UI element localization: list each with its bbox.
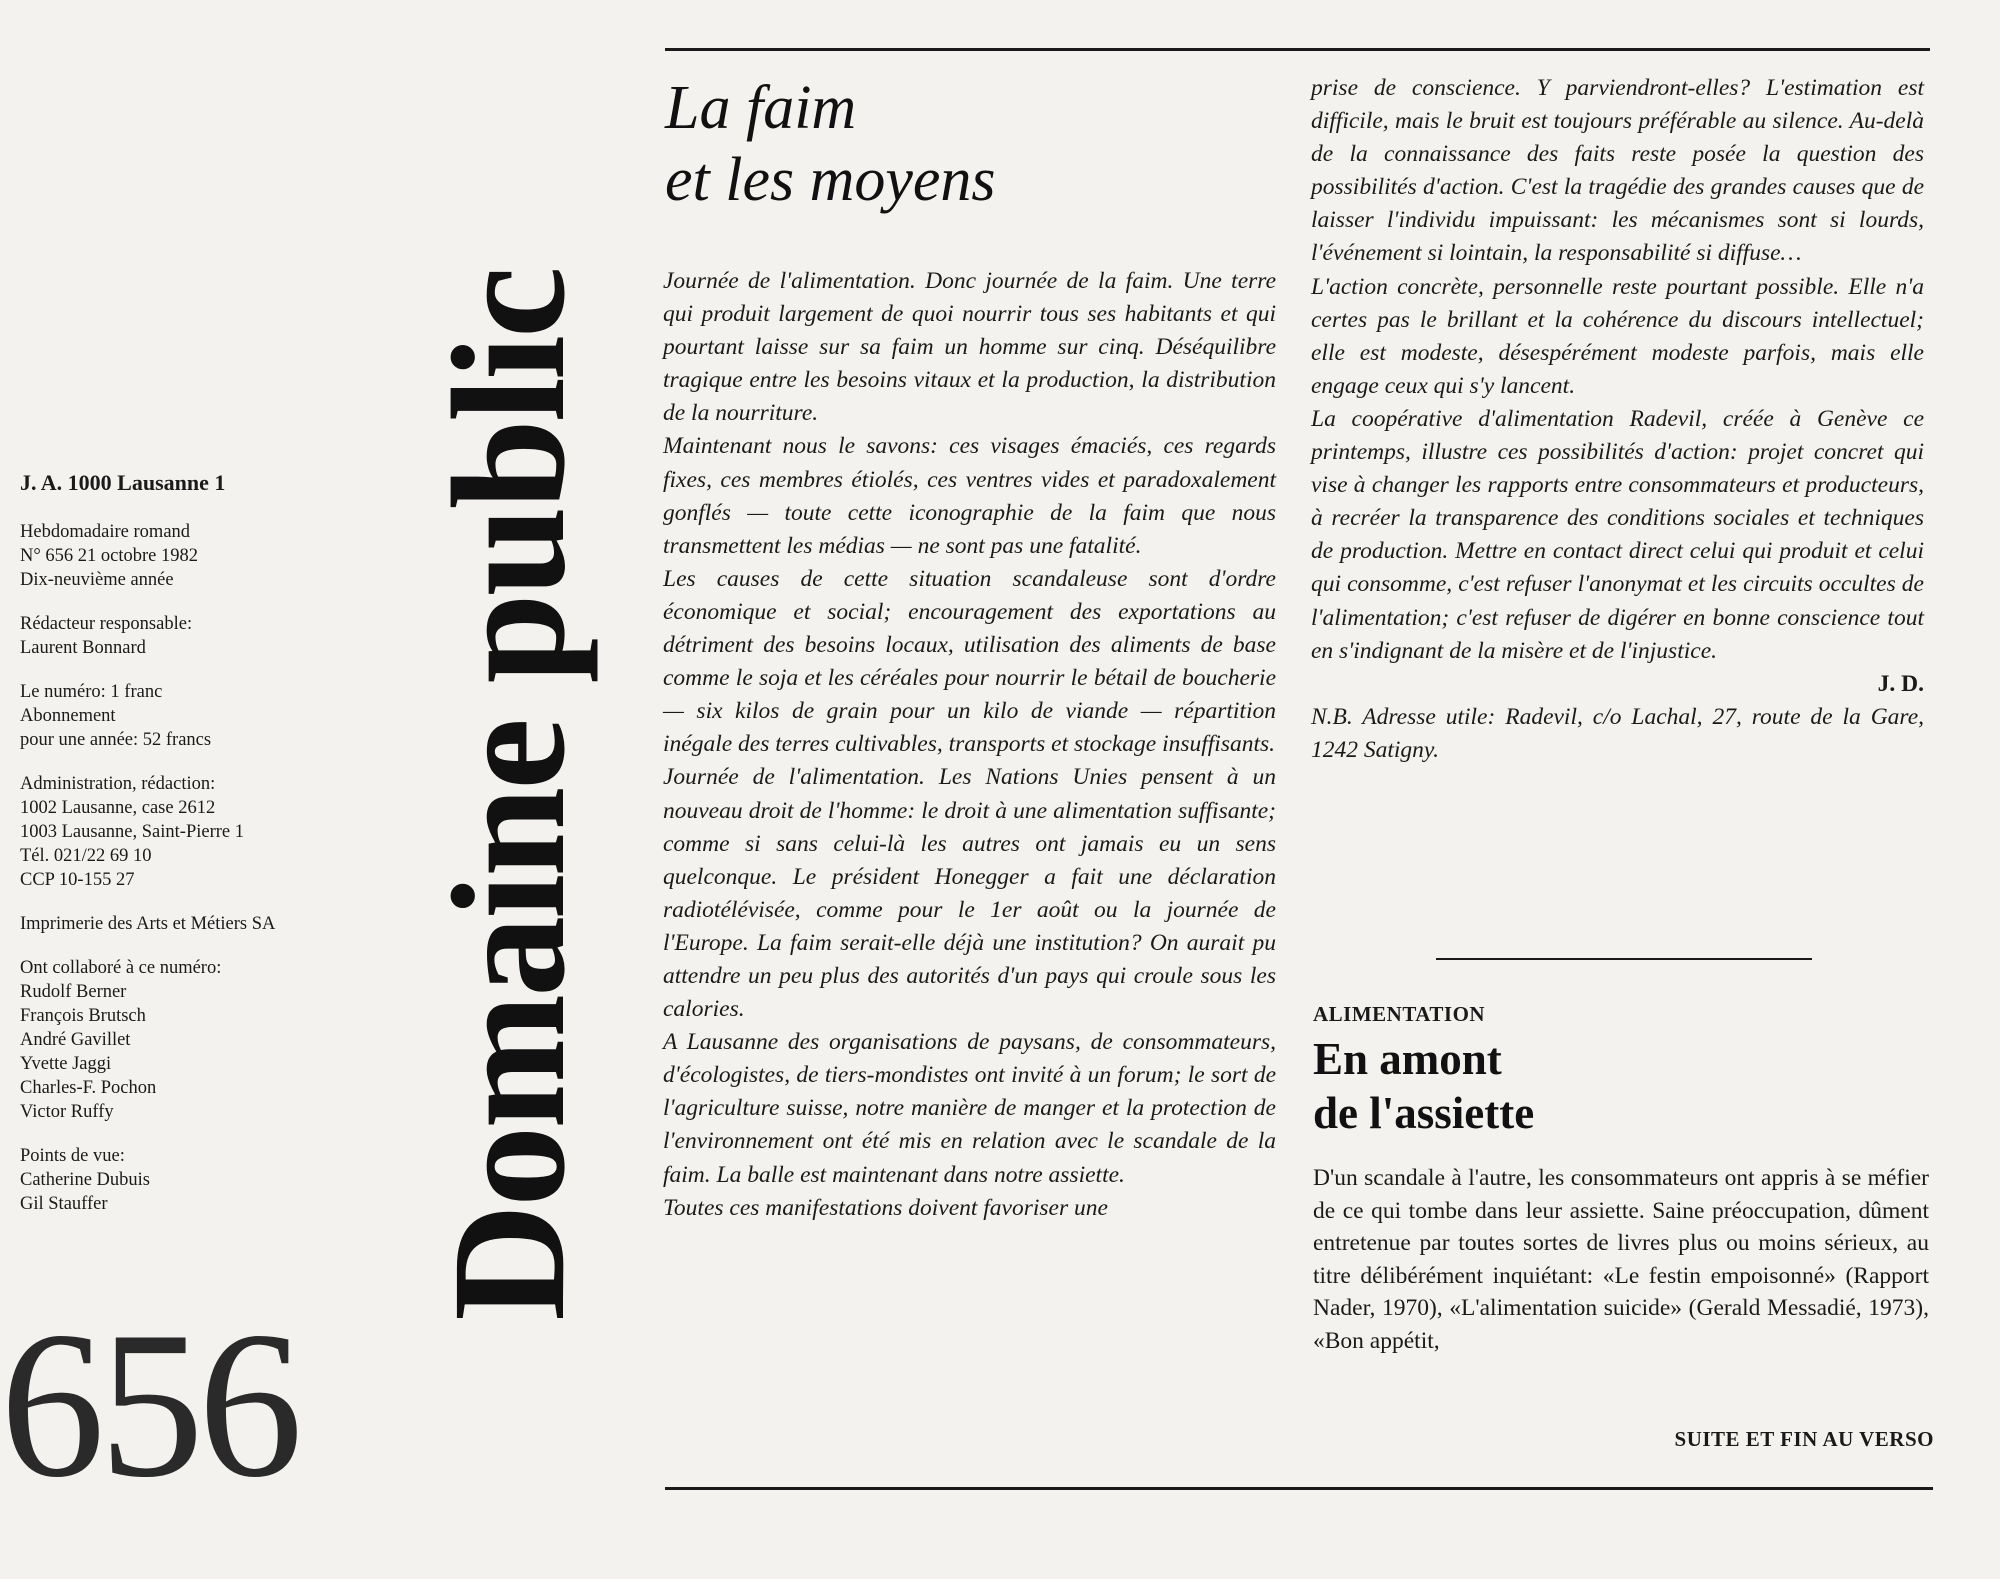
info-line: Charles-F. Pochon <box>20 1078 157 1098</box>
info-line: André Gavillet <box>20 1030 131 1050</box>
second-article-body <box>1313 1162 1929 1357</box>
info-line: Laurent Bonnard <box>20 638 146 658</box>
info-line: Rudolf Berner <box>20 982 127 1002</box>
info-line: Hebdomadaire romand <box>20 522 191 542</box>
headline-line: de l'assiette <box>1313 1088 1535 1138</box>
info-line: 1002 Lausanne, case 2612 <box>20 798 216 818</box>
continued-notice: SUITE ET FIN AU VERSO <box>1674 1427 1934 1451</box>
article-paragraph: D'un scandale à l'autre, les consommateurs ont appris à se méfier de ce qui tombe dans leur assiette. Saine préoccupation, dûment entretenue par toutes sortes de livres plus ou moins sérieux, au titre délibérément inquiétant: «Le festin empoisonné» (Rapport Nader, 1970), «L'alimentation suicide» (Gerald Messadié, 1973), «Bon appétit, <box>1313 1165 1929 1354</box>
info-line: Points de vue: <box>20 1146 125 1166</box>
article-paragraph: La coopérative d'alimentation Radevil, créée à Genève ce printemps, illustre ces possibilités d'action: projet concret qui vise à changer les rapports entre consommateurs et producteurs, à recréer la transparence des conditions sociales et techniques de production. Mettre en contact direct celui qui produit et celui qui consomme, c'est refuser l'anonymat et les circuits occultes de l'alimentation; c'est refuser de digérer en bonne conscience tout en s'indignant de la misère et de l'injustice. <box>1311 405 1924 664</box>
info-line: Yvette Jaggi <box>20 1054 112 1074</box>
postal-line: J. A. 1000 Lausanne 1 <box>20 470 226 495</box>
article-paragraph: Toutes ces manifestations doivent favoriser une <box>663 1194 1108 1221</box>
top-rule <box>665 48 1930 51</box>
info-block-price <box>20 680 350 752</box>
article-note: N.B. Adresse utile: Radevil, c/o Lachal, 27, route de la Gare, 1242 Satigny. <box>1311 703 1924 763</box>
info-line: CCP 10-155 27 <box>20 870 135 890</box>
article-paragraph: Journée de l'alimentation. Les Nations Unies pensent à un nouveau droit de l'homme: le droit à une alimentation suffisante; comme si sans celui-là les autres ont jamais eu un sens quelconque. Le président Honegger a fait une déclaration radiotélévisée, comme pour le 1er août ou la journée de l'Europe. La faim serait-elle déjà une institution? On aurait pu attendre un peu plus des autorités d'un pays qui croule sous les calories. <box>663 764 1276 1023</box>
second-article-headline <box>1313 1032 1913 1140</box>
article-paragraph: Journée de l'alimentation. Donc journée de la faim. Une terre qui produit largement de quoi nourrir tous ses habitants et qui pourtant laisse sur sa faim un homme sur cinq. Déséquilibre tragique entre les besoins vitaux et la production, la distribution de la nourriture. <box>663 268 1276 427</box>
info-block-editor <box>20 612 350 660</box>
info-line: Le numéro: 1 franc <box>20 682 163 702</box>
article-paragraph: Les causes de cette situation scandaleuse sont d'ordre économique et social; encouragement des exportations au détriment des besoins locaux, utilisation des aliments de base comme le soja et les céréales pour nourrir le bétail de boucherie — six kilos de grain pour un kilo de viande — répartition inégale des terres cultivables, transports et stockage insuffisants. <box>663 565 1276 758</box>
article-paragraph: Maintenant nous le savons: ces visages émaciés, ces regards fixes, ces membres étiolés, ces ventres vides et paradoxalement gonflés — toute cette iconographie de la faim que nous transmettent les médias — ne sont pas une fatalité. <box>663 433 1276 559</box>
masthead-title-wrap <box>415 90 605 1500</box>
info-block-publication <box>20 520 350 592</box>
info-line: Abonnement <box>20 706 116 726</box>
article-column-2 <box>1311 72 1924 767</box>
masthead-title: Domaine public <box>420 269 599 1321</box>
article-signature: J. D. <box>1877 670 1924 697</box>
info-line: Ont collaboré à ce numéro: <box>20 958 222 978</box>
info-line: pour une année: 52 francs <box>20 730 212 750</box>
info-line: Administration, rédaction: <box>20 774 216 794</box>
info-line: Victor Ruffy <box>20 1102 114 1122</box>
info-line: Dix-neuvième année <box>20 570 174 590</box>
info-block-contributors <box>20 956 350 1124</box>
article-column-1 <box>663 265 1276 1225</box>
info-line: François Brutsch <box>20 1006 146 1026</box>
info-block-printer <box>20 912 350 936</box>
info-line: Gil Stauffer <box>20 1194 108 1214</box>
info-line: Imprimerie des Arts et Métiers SA <box>20 914 276 934</box>
bottom-rule <box>665 1487 1933 1490</box>
headline-line: En amont <box>1313 1034 1502 1084</box>
info-line: Tél. 021/22 69 10 <box>20 846 152 866</box>
headline-line: et les moyens <box>665 146 996 214</box>
article-paragraph: prise de conscience. Y parviendront-elles? L'estimation est difficile, mais le bruit est toujours préférable au silence. Au-delà de la connaissance des faits reste posée la question des possibilités d'action. C'est la tragédie des grandes causes que de laisser l'individu impuissant: les mécanismes sont si lourds, l'événement si lointain, la responsabilité si diffuse… <box>1311 75 1924 267</box>
article-paragraph: A Lausanne des organisations de paysans, de consommateurs, d'écologistes, de tiers-mondistes ont invité à un forum; le sort de l'agriculture suisse, notre manière de manger et la protection de l'environnement ont été mis en relation avec le scandale de la faim. La balle est maintenant dans notre assiette. <box>663 1029 1276 1188</box>
section-kicker: ALIMENTATION <box>1313 1002 1486 1026</box>
headline-line: La faim <box>665 74 857 142</box>
masthead-info <box>20 470 350 1236</box>
info-block-viewpoints <box>20 1144 350 1216</box>
section-divider <box>1436 958 1812 960</box>
info-line: 1003 Lausanne, Saint-Pierre 1 <box>20 822 244 842</box>
info-line: Catherine Dubuis <box>20 1170 150 1190</box>
issue-number: 656 <box>0 1289 297 1521</box>
info-line: N° 656 21 octobre 1982 <box>20 546 198 566</box>
article-headline <box>665 72 1265 216</box>
article-paragraph: L'action concrète, personnelle reste pourtant possible. Elle n'a certes pas le brillant et la cohérence du discours intellectuel; elle est modeste, désespérément modeste parfois, mais elle engage ceux qui s'y lancent. <box>1311 273 1924 399</box>
info-block-administration <box>20 772 350 892</box>
info-line: Rédacteur responsable: <box>20 614 193 634</box>
